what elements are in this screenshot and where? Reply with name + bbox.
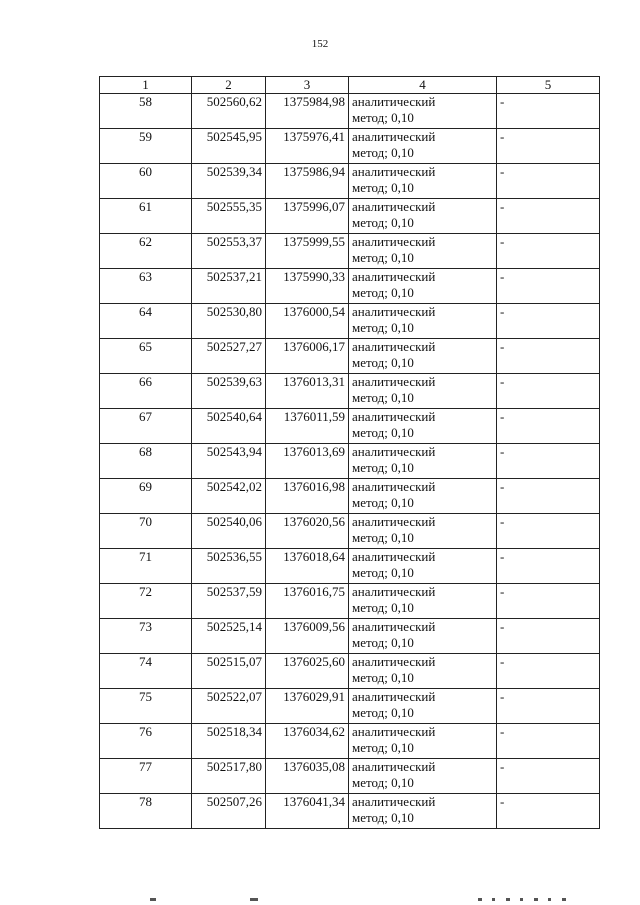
method-accuracy-cell: аналитический метод; 0,10 — [349, 409, 497, 444]
coordinate-y-cell: 1376016,98 — [266, 479, 349, 514]
point-number-cell: 70 — [100, 514, 192, 549]
coordinate-y-cell: 1376013,31 — [266, 374, 349, 409]
point-number-cell: 65 — [100, 339, 192, 374]
method-accuracy-cell: аналитический метод; 0,10 — [349, 759, 497, 794]
note-cell: - — [497, 409, 600, 444]
point-number-cell: 60 — [100, 164, 192, 199]
method-accuracy-cell: аналитический метод; 0,10 — [349, 514, 497, 549]
method-accuracy-cell: аналитический метод; 0,10 — [349, 304, 497, 339]
cropped-footer-text-fragment — [0, 896, 640, 905]
point-number-cell: 58 — [100, 94, 192, 129]
coordinate-x-cell: 502525,14 — [192, 619, 266, 654]
coordinate-y-cell: 1376020,56 — [266, 514, 349, 549]
column-header-3: 3 — [266, 77, 349, 94]
point-number-cell: 69 — [100, 479, 192, 514]
coordinate-y-cell: 1375996,07 — [266, 199, 349, 234]
coordinate-x-cell: 502517,80 — [192, 759, 266, 794]
method-accuracy-cell: аналитический метод; 0,10 — [349, 724, 497, 759]
coordinate-x-cell: 502553,37 — [192, 234, 266, 269]
coordinate-x-cell: 502536,55 — [192, 549, 266, 584]
point-number-cell: 74 — [100, 654, 192, 689]
note-cell: - — [497, 269, 600, 304]
table-body — [100, 94, 600, 829]
coordinate-y-cell: 1376006,17 — [266, 339, 349, 374]
method-accuracy-cell: аналитический метод; 0,10 — [349, 619, 497, 654]
table-row — [100, 759, 600, 794]
table-row — [100, 549, 600, 584]
point-number-cell: 73 — [100, 619, 192, 654]
note-cell: - — [497, 584, 600, 619]
note-cell: - — [497, 164, 600, 199]
point-number-cell: 66 — [100, 374, 192, 409]
method-accuracy-cell: аналитический метод; 0,10 — [349, 129, 497, 164]
point-number-cell: 62 — [100, 234, 192, 269]
method-accuracy-cell: аналитический метод; 0,10 — [349, 94, 497, 129]
table-row — [100, 129, 600, 164]
note-cell: - — [497, 759, 600, 794]
method-accuracy-cell: аналитический метод; 0,10 — [349, 584, 497, 619]
table-row — [100, 339, 600, 374]
method-accuracy-cell: аналитический метод; 0,10 — [349, 269, 497, 304]
column-header-4: 4 — [349, 77, 497, 94]
table-row — [100, 164, 600, 199]
coordinate-y-cell: 1376041,34 — [266, 794, 349, 829]
point-number-cell: 75 — [100, 689, 192, 724]
coordinate-y-cell: 1376034,62 — [266, 724, 349, 759]
coordinate-x-cell: 502543,94 — [192, 444, 266, 479]
table-row — [100, 234, 600, 269]
coordinate-x-cell: 502539,63 — [192, 374, 266, 409]
point-number-cell: 78 — [100, 794, 192, 829]
coordinate-x-cell: 502537,21 — [192, 269, 266, 304]
coordinate-y-cell: 1376009,56 — [266, 619, 349, 654]
coordinate-x-cell: 502540,64 — [192, 409, 266, 444]
table-row — [100, 724, 600, 759]
note-cell: - — [497, 339, 600, 374]
coordinate-x-cell: 502530,80 — [192, 304, 266, 339]
coordinate-y-cell: 1375976,41 — [266, 129, 349, 164]
note-cell: - — [497, 724, 600, 759]
table-row — [100, 94, 600, 129]
table-row — [100, 584, 600, 619]
coordinate-y-cell: 1375990,33 — [266, 269, 349, 304]
coordinate-x-cell: 502539,34 — [192, 164, 266, 199]
table-header-row — [100, 77, 600, 94]
coordinate-y-cell: 1376011,59 — [266, 409, 349, 444]
column-header-5: 5 — [497, 77, 600, 94]
coordinate-x-cell: 502515,07 — [192, 654, 266, 689]
table-row — [100, 374, 600, 409]
table-row — [100, 689, 600, 724]
coordinates-table — [99, 76, 600, 829]
table-row — [100, 514, 600, 549]
coordinate-y-cell: 1376018,64 — [266, 549, 349, 584]
coordinate-x-cell: 502545,95 — [192, 129, 266, 164]
note-cell: - — [497, 374, 600, 409]
table-row — [100, 199, 600, 234]
coordinate-x-cell: 502555,35 — [192, 199, 266, 234]
coordinate-y-cell: 1376013,69 — [266, 444, 349, 479]
page-number: 152 — [311, 38, 329, 50]
method-accuracy-cell: аналитический метод; 0,10 — [349, 479, 497, 514]
note-cell: - — [497, 794, 600, 829]
point-number-cell: 61 — [100, 199, 192, 234]
point-number-cell: 77 — [100, 759, 192, 794]
note-cell: - — [497, 619, 600, 654]
coordinate-y-cell: 1376029,91 — [266, 689, 349, 724]
point-number-cell: 63 — [100, 269, 192, 304]
method-accuracy-cell: аналитический метод; 0,10 — [349, 689, 497, 724]
table-row — [100, 269, 600, 304]
note-cell: - — [497, 514, 600, 549]
note-cell: - — [497, 304, 600, 339]
coordinate-x-cell: 502540,06 — [192, 514, 266, 549]
coordinate-y-cell: 1375984,98 — [266, 94, 349, 129]
note-cell: - — [497, 549, 600, 584]
method-accuracy-cell: аналитический метод; 0,10 — [349, 444, 497, 479]
column-header-1: 1 — [100, 77, 192, 94]
note-cell: - — [497, 479, 600, 514]
point-number-cell: 76 — [100, 724, 192, 759]
coordinate-x-cell: 502527,27 — [192, 339, 266, 374]
method-accuracy-cell: аналитический метод; 0,10 — [349, 794, 497, 829]
coordinate-y-cell: 1376035,08 — [266, 759, 349, 794]
method-accuracy-cell: аналитический метод; 0,10 — [349, 164, 497, 199]
table-row — [100, 654, 600, 689]
table-row — [100, 794, 600, 829]
note-cell: - — [497, 654, 600, 689]
point-number-cell: 67 — [100, 409, 192, 444]
note-cell: - — [497, 234, 600, 269]
table-row — [100, 479, 600, 514]
method-accuracy-cell: аналитический метод; 0,10 — [349, 654, 497, 689]
coordinate-y-cell: 1375986,94 — [266, 164, 349, 199]
point-number-cell: 59 — [100, 129, 192, 164]
coordinate-x-cell: 502507,26 — [192, 794, 266, 829]
table-row — [100, 444, 600, 479]
coordinate-y-cell: 1376025,60 — [266, 654, 349, 689]
coordinate-x-cell: 502522,07 — [192, 689, 266, 724]
note-cell: - — [497, 199, 600, 234]
coordinate-y-cell: 1376000,54 — [266, 304, 349, 339]
method-accuracy-cell: аналитический метод; 0,10 — [349, 199, 497, 234]
column-header-2: 2 — [192, 77, 266, 94]
point-number-cell: 68 — [100, 444, 192, 479]
point-number-cell: 72 — [100, 584, 192, 619]
coordinate-y-cell: 1375999,55 — [266, 234, 349, 269]
coordinate-x-cell: 502518,34 — [192, 724, 266, 759]
method-accuracy-cell: аналитический метод; 0,10 — [349, 234, 497, 269]
coordinate-x-cell: 502560,62 — [192, 94, 266, 129]
note-cell: - — [497, 689, 600, 724]
point-number-cell: 71 — [100, 549, 192, 584]
note-cell: - — [497, 129, 600, 164]
note-cell: - — [497, 444, 600, 479]
coordinate-x-cell: 502542,02 — [192, 479, 266, 514]
method-accuracy-cell: аналитический метод; 0,10 — [349, 374, 497, 409]
table-row — [100, 409, 600, 444]
table-row — [100, 304, 600, 339]
point-number-cell: 64 — [100, 304, 192, 339]
method-accuracy-cell: аналитический метод; 0,10 — [349, 339, 497, 374]
coordinate-x-cell: 502537,59 — [192, 584, 266, 619]
method-accuracy-cell: аналитический метод; 0,10 — [349, 549, 497, 584]
coordinate-y-cell: 1376016,75 — [266, 584, 349, 619]
table-row — [100, 619, 600, 654]
note-cell: - — [497, 94, 600, 129]
